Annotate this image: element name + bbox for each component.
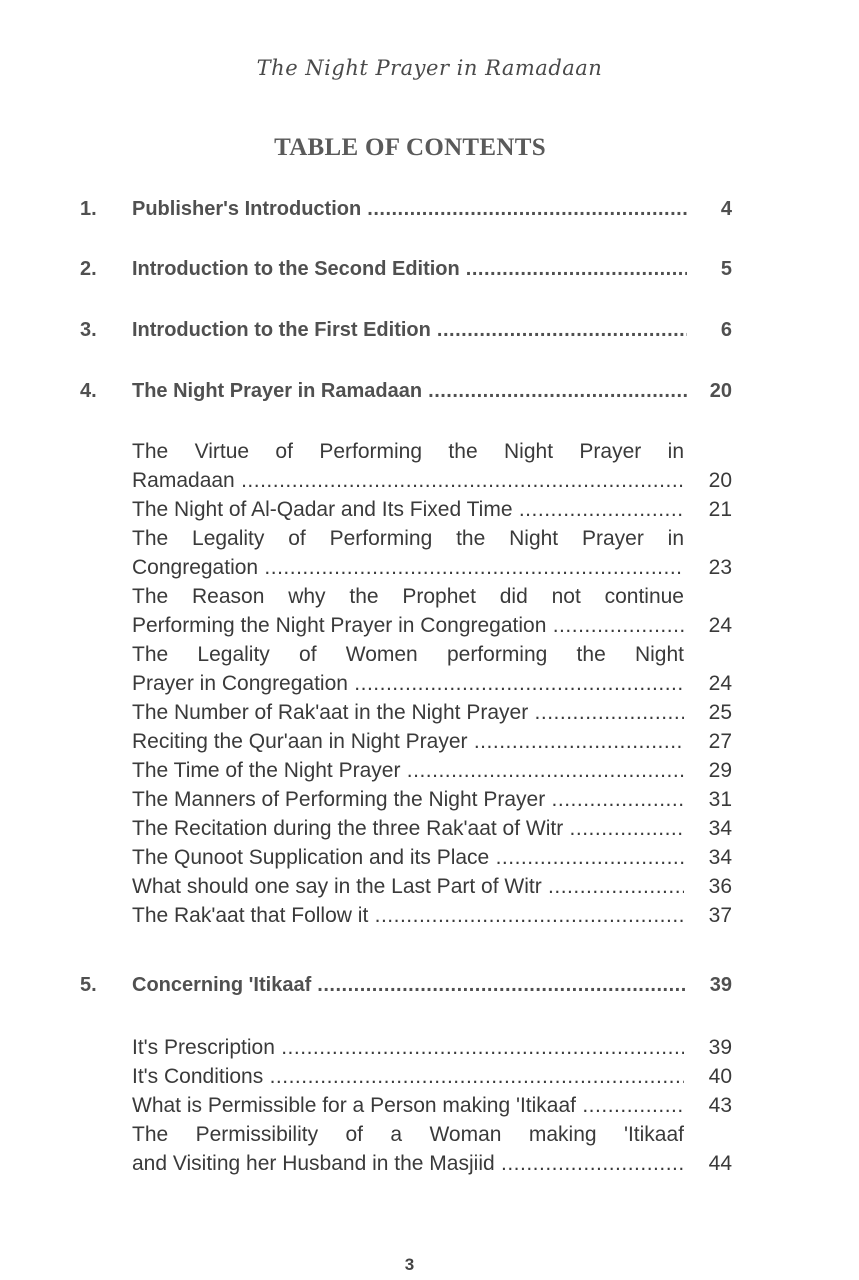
section-title: The Rak'aat that Follow it .....	[132, 901, 684, 930]
section-title: The Manners of Performing the Night Prayer .....	[132, 785, 684, 814]
section-page: 24	[708, 672, 732, 695]
chapter-page: 6	[720, 319, 732, 341]
section-title-line2: Prayer in Congregation .....	[132, 669, 684, 698]
toc-chapter-1[interactable]	[0, 194, 859, 224]
chapter-number: 3.	[80, 319, 97, 341]
section-title-line2: Ramadaan .....	[132, 466, 684, 495]
section-title-line1: The Legality of Performing the Night Prayer in	[132, 527, 684, 550]
section-title: The Recitation during the three Rak'aat of Witr .....	[132, 814, 684, 843]
section-page: 34	[708, 846, 732, 869]
chapter-page: 4	[720, 198, 732, 220]
chapter-number: 4.	[80, 380, 97, 402]
chapter-title: Publisher's Introduction .....	[132, 194, 687, 224]
toc-chapter-3[interactable]	[0, 315, 859, 345]
section-page: 44	[708, 1152, 732, 1175]
toc-chapter-2[interactable]	[0, 254, 859, 284]
section-title: The Qunoot Supplication and its Place .....	[132, 843, 684, 872]
section-title-line1: The Reason why the Prophet did not continue	[132, 585, 684, 608]
section-title-line1: The Permissibility of a Woman making 'Itikaaf	[132, 1123, 684, 1146]
chapter-page: 20	[709, 380, 732, 402]
section-title: It's Conditions .....	[132, 1062, 684, 1091]
section-page: 23	[708, 556, 732, 579]
toc-title: TABLE OF CONTENTS	[274, 134, 546, 161]
section-page: 36	[708, 875, 732, 898]
section-page: 37	[708, 904, 732, 927]
section-page: 40	[708, 1065, 732, 1088]
section-page: 31	[708, 788, 732, 811]
section-page: 25	[708, 701, 732, 724]
section-title-line2: Congregation .....	[132, 553, 684, 582]
section-page: 39	[708, 1036, 732, 1059]
section-title: The Time of the Night Prayer .....	[132, 756, 684, 785]
section-title: The Number of Rak'aat in the Night Prayer .....	[132, 698, 684, 727]
running-head: The Night Prayer in Ramadaan	[256, 56, 603, 80]
chapter-title: The Night Prayer in Ramadaan .....	[132, 376, 687, 406]
chapter-page: 39	[709, 974, 732, 996]
toc-chapter-4[interactable]	[0, 376, 859, 406]
section-title: What should one say in the Last Part of Witr .....	[132, 872, 684, 901]
section-title-line2: and Visiting her Husband in the Masjiid .....	[132, 1149, 684, 1178]
section-page: 24	[708, 614, 732, 637]
chapter-page: 5	[720, 258, 732, 280]
section-page: 21	[708, 498, 732, 521]
section-title-line2: Performing the Night Prayer in Congregation .....	[132, 611, 684, 640]
section-title: Reciting the Qur'aan in Night Prayer .....	[132, 727, 684, 756]
chapter-title: Concerning 'Itikaaf .....	[132, 970, 687, 1000]
section-page: 34	[708, 817, 732, 840]
chapter-number: 5.	[80, 974, 97, 996]
section-title: What is Permissible for a Person making 'Itikaaf .....	[132, 1091, 684, 1120]
chapter-number: 2.	[80, 258, 97, 280]
chapter-number: 1.	[80, 198, 97, 220]
chapter-title: Introduction to the First Edition .....	[132, 315, 687, 345]
section-page: 20	[708, 469, 732, 492]
chapter-title: Introduction to the Second Edition .....	[132, 254, 687, 284]
section-title-line1: The Legality of Women performing the Night	[132, 643, 684, 666]
section-title-line1: The Virtue of Performing the Night Prayer in	[132, 440, 684, 463]
section-title: It's Prescription .....	[132, 1033, 684, 1062]
section-page: 43	[708, 1094, 732, 1117]
section-page: 27	[708, 730, 732, 753]
section-title: The Night of Al-Qadar and Its Fixed Time .....	[132, 495, 684, 524]
section-page: 29	[708, 759, 732, 782]
toc-chapter-5[interactable]	[0, 970, 859, 1000]
page-number: 3	[404, 1255, 415, 1274]
